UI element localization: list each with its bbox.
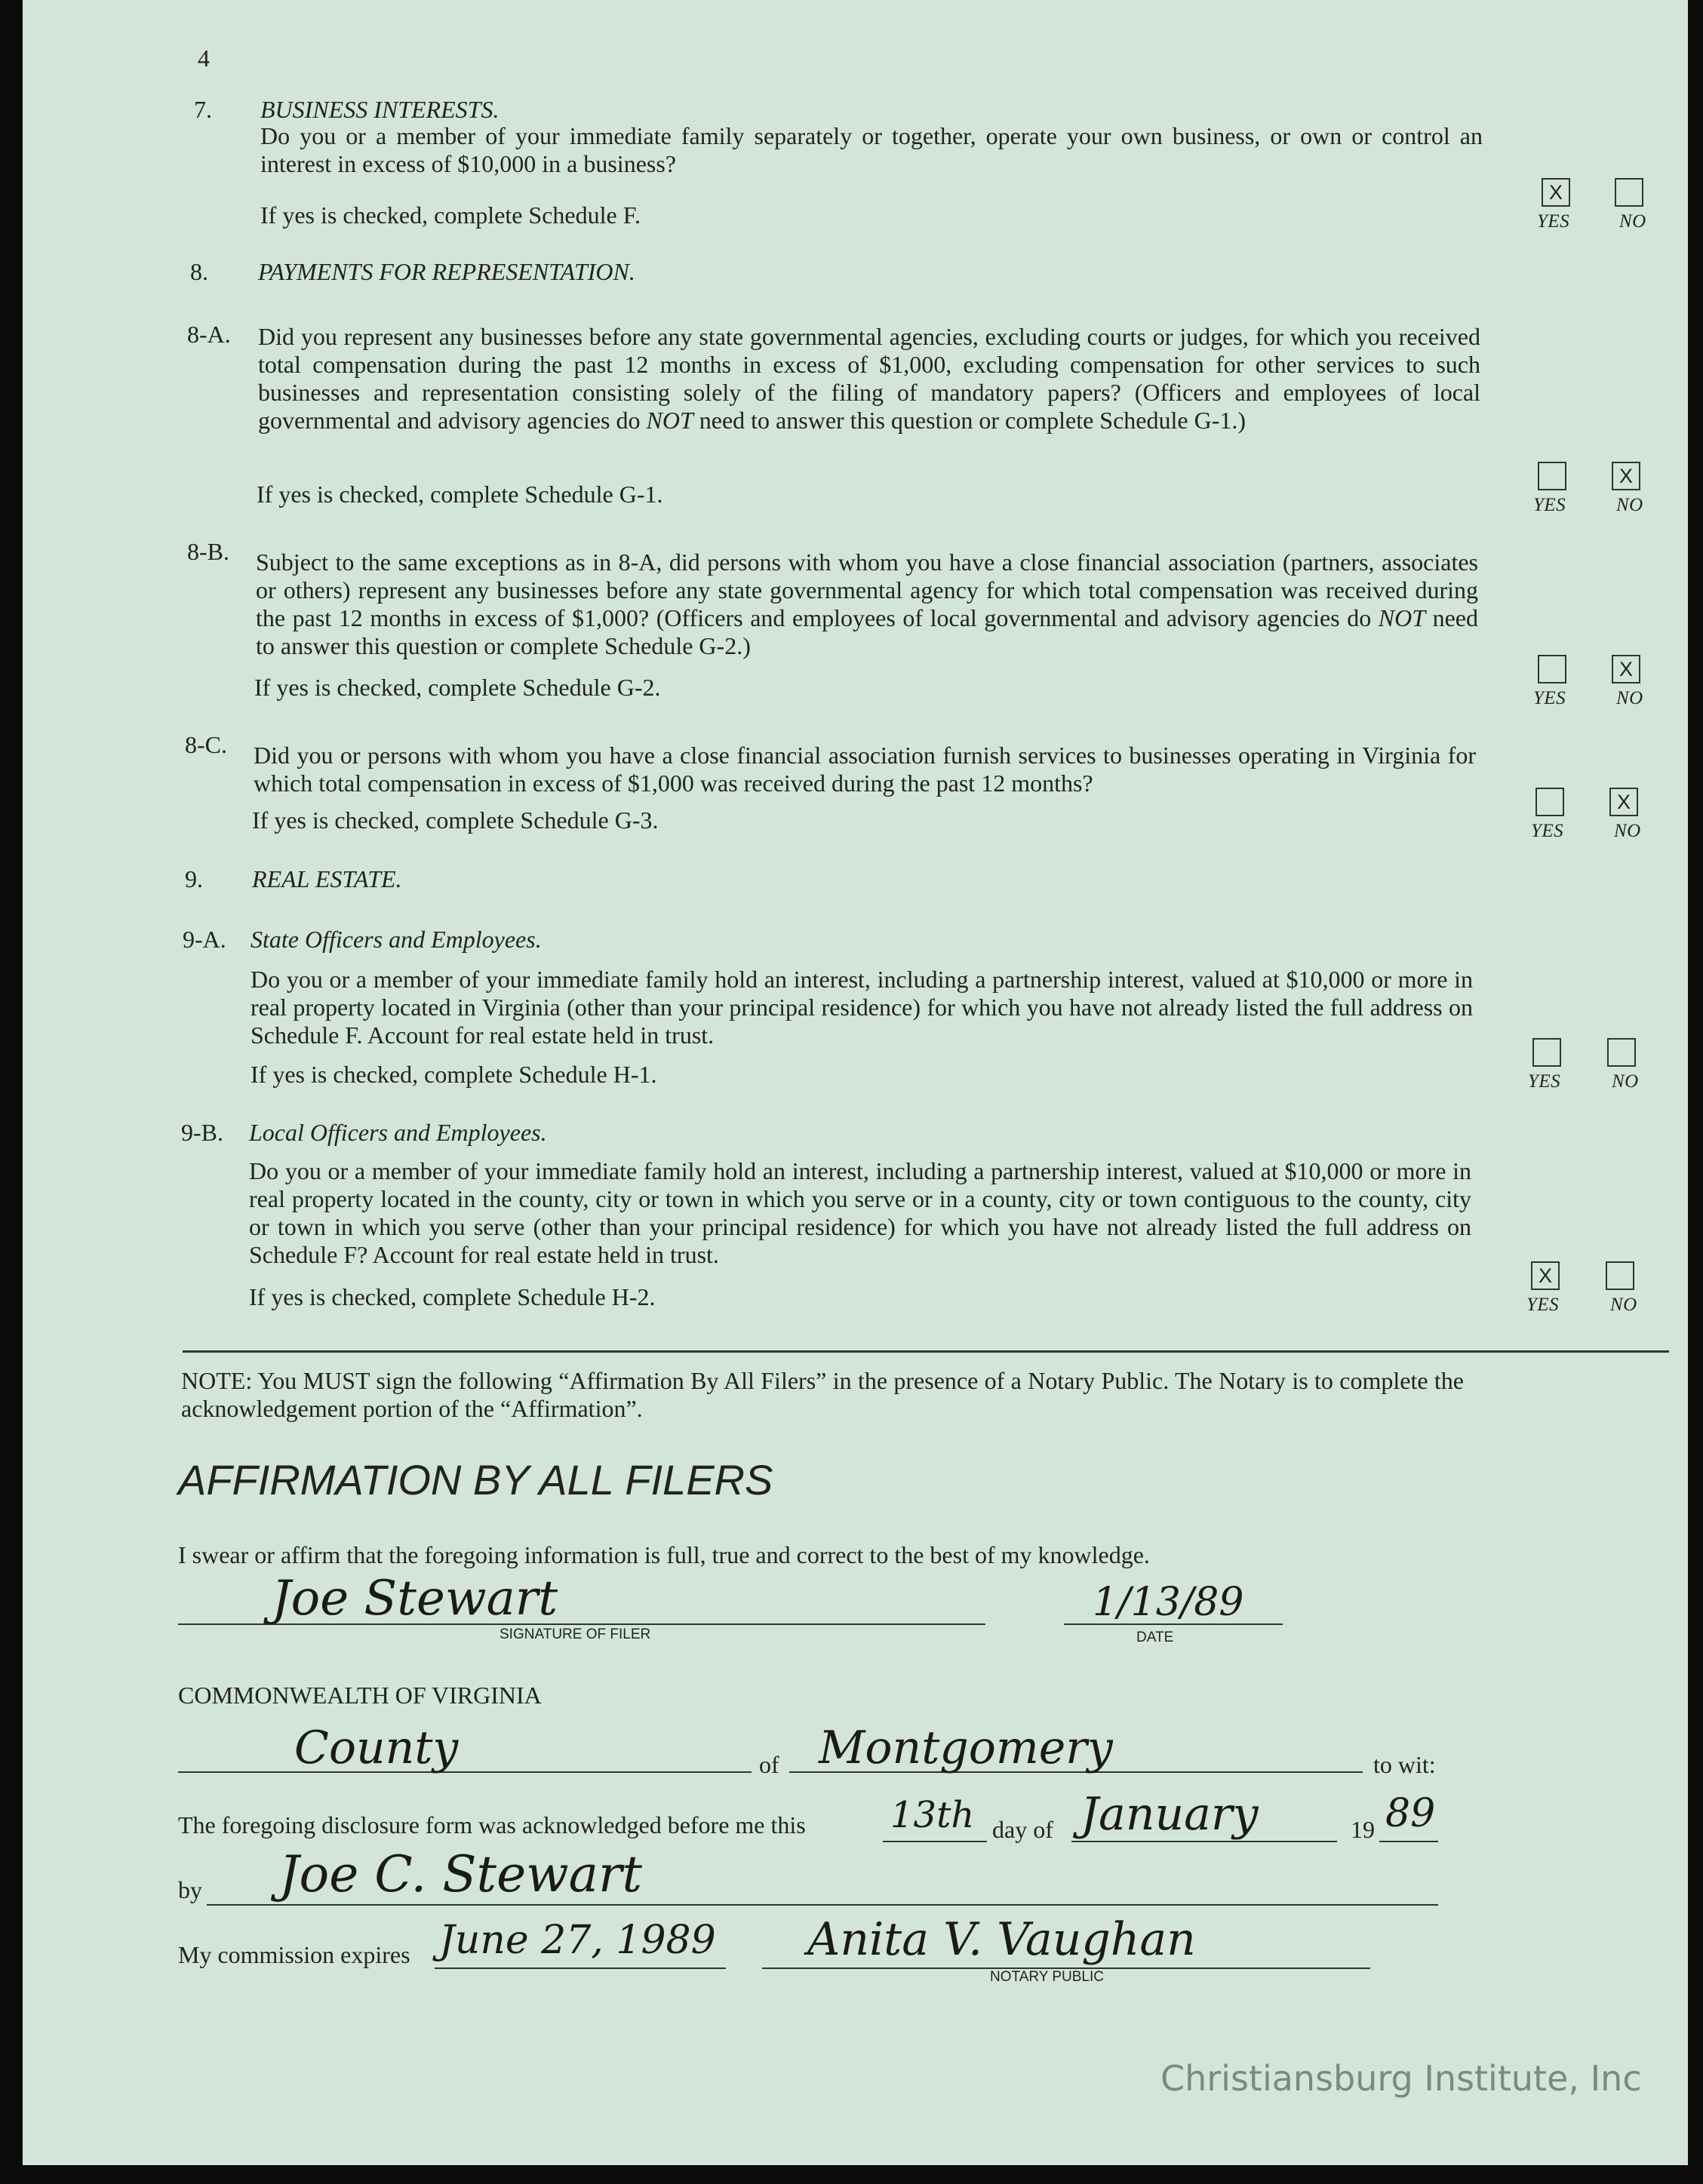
year-value: 89 — [1385, 1791, 1436, 1836]
q8b-no-label: NO — [1616, 688, 1643, 708]
q9b-yes-label: YES — [1526, 1295, 1560, 1315]
filer-signature: Joe Stewart — [272, 1571, 558, 1626]
q8-number: 8. — [190, 258, 208, 285]
form-page — [23, 0, 1688, 2165]
q9b-no-label: NO — [1610, 1295, 1637, 1315]
commission-expiry: June 27, 1989 — [439, 1918, 716, 1963]
q8c-yes-label: YES — [1531, 821, 1564, 841]
q8a-text-emphasis: NOT — [646, 407, 693, 434]
month-line — [1071, 1841, 1337, 1842]
q8c-number: 8-C. — [185, 731, 227, 758]
q9b-instruction: If yes is checked, complete Schedule H-2. — [249, 1283, 656, 1310]
signature-label: SIGNATURE OF FILER — [500, 1626, 651, 1642]
year-line — [1379, 1841, 1438, 1842]
q8b-instruction: If yes is checked, complete Schedule G-2. — [254, 674, 661, 701]
of-label: of — [759, 1751, 779, 1778]
q9a-subtitle: State Officers and Employees. — [251, 926, 542, 953]
affirmation-title: AFFIRMATION BY ALL FILERS — [178, 1456, 773, 1504]
county-value: County — [294, 1722, 459, 1774]
q7-text: Do you or a member of your immediate family separately or together, operate your own business, or own or control an interest in excess of $10,000 in a business? — [260, 122, 1483, 177]
q9a-instruction: If yes is checked, complete Schedule H-1. — [251, 1061, 657, 1088]
q9-number: 9. — [185, 865, 203, 892]
q7-yes-label: YES — [1537, 211, 1570, 232]
notary-note: NOTE: You MUST sign the following “Affirmation By All Filers” in the presence of a Notary Public. The Notary is to complete the acknowledgement portion of the “Affirmation”. — [181, 1367, 1464, 1422]
q8b-yes-label: YES — [1533, 688, 1566, 708]
year-prefix: 19 — [1351, 1816, 1375, 1843]
day-value: 13th — [890, 1794, 975, 1836]
q8b-text-part2: need to answer this question or complete Schedule G-2.) — [256, 604, 1479, 659]
q7-no-label: NO — [1619, 211, 1646, 232]
q7-title: BUSINESS INTERESTS. — [260, 96, 500, 123]
q8b-text — [256, 548, 1478, 660]
q8c-yes-checkbox[interactable] — [1535, 788, 1564, 816]
q8a-no-checkbox[interactable]: X — [1612, 462, 1640, 490]
q8a-text — [258, 323, 1480, 435]
by-label: by — [178, 1876, 202, 1903]
q9a-no-label: NO — [1612, 1071, 1639, 1092]
section-divider — [183, 1350, 1669, 1353]
q7-instruction: If yes is checked, complete Schedule F. — [260, 201, 641, 229]
q9a-yes-label: YES — [1528, 1071, 1561, 1092]
notary-label: NOTARY PUBLIC — [990, 1969, 1104, 1985]
notary-signature: Anita V. Vaughan — [807, 1913, 1196, 1966]
q9a-no-checkbox[interactable] — [1607, 1038, 1636, 1067]
q8c-instruction: If yes is checked, complete Schedule G-3. — [252, 806, 659, 834]
q8b-text-part1: Subject to the same exceptions as in 8-A, did persons with whom you have a close financial association (partners, associates or others) represent any businesses before any state governmental agency for which total compensation was received during the past 12 months in excess of $1,000? (Officers and employees of local governmental and advisory agencies do — [256, 548, 1478, 631]
q9b-text: Do you or a member of your immediate family hold an interest, including a partnership interest, valued at $10,000 or more in real property located in the county, city or town in which you serve or in a county, city or town contiguous to the county, city or town in which you serve (other than your principal residence) for which you have not already listed the full address on Schedule F? Account for real estate held in trust. — [249, 1157, 1471, 1268]
acknowledged-by: Joe C. Stewart — [279, 1845, 643, 1903]
q8a-instruction: If yes is checked, complete Schedule G-1. — [257, 481, 663, 508]
q9a-number: 9-A. — [183, 926, 226, 953]
commission-label: My commission expires — [178, 1941, 410, 1968]
locality-value: Montgomery — [819, 1722, 1113, 1774]
county-line — [178, 1771, 752, 1773]
day-of-label: day of — [992, 1816, 1053, 1843]
watermark: Christiansburg Institute, Inc — [1160, 2058, 1642, 2099]
to-wit-label: to wit: — [1373, 1751, 1436, 1778]
q9-title: REAL ESTATE. — [252, 865, 402, 892]
q8c-text: Did you or persons with whom you have a close financial association furnish services to businesses operating in Virginia for which total compensation in excess of $1,000 was received during the past 12 months? — [254, 742, 1476, 797]
q9a-yes-checkbox[interactable] — [1532, 1038, 1561, 1067]
date-label: DATE — [1136, 1630, 1174, 1645]
q9b-no-checkbox[interactable] — [1606, 1261, 1634, 1290]
q8b-text-emphasis: NOT — [1378, 604, 1426, 631]
q8a-text-part2: need to answer this question or complete Schedule G-1.) — [693, 407, 1246, 434]
q8a-text-part1: Did you represent any businesses before any state governmental agencies, excluding courts or judges, for which you received total compensation during the past 12 months in excess of $1,000, excluding compensation for other services to such businesses and representation consisting solely of the filing of mandatory papers? (Officers and employees of local governmental and advisory agencies do — [258, 323, 1480, 434]
page-number: 4 — [198, 45, 210, 72]
commission-line — [435, 1967, 726, 1969]
q9a-text: Do you or a member of your immediate family hold an interest, including a partnership interest, valued at $10,000 or more in real property located in Virginia (other than your principal residence) for which you have not already listed the full address on Schedule F. Account for real estate held in trust. — [251, 966, 1473, 1049]
q8a-no-label: NO — [1616, 495, 1643, 515]
q8a-yes-label: YES — [1533, 495, 1566, 515]
q8b-no-checkbox[interactable]: X — [1612, 655, 1640, 683]
q8b-number: 8-B. — [187, 538, 229, 565]
q9b-subtitle: Local Officers and Employees. — [249, 1119, 547, 1146]
q8-title: PAYMENTS FOR REPRESENTATION. — [258, 258, 635, 285]
filer-date: 1/13/89 — [1093, 1580, 1244, 1625]
q8b-yes-checkbox[interactable] — [1538, 655, 1566, 683]
commonwealth-heading: COMMONWEALTH OF VIRGINIA — [178, 1682, 542, 1709]
q8a-yes-checkbox[interactable] — [1538, 462, 1566, 490]
month-value: January — [1081, 1788, 1259, 1841]
q8c-no-checkbox[interactable]: X — [1609, 788, 1638, 816]
q7-yes-checkbox[interactable]: X — [1542, 178, 1570, 207]
q7-number: 7. — [194, 96, 212, 123]
day-line — [883, 1841, 987, 1842]
q8c-no-label: NO — [1614, 821, 1641, 841]
affirmation-oath: I swear or affirm that the foregoing information is full, true and correct to the best of my knowledge. — [178, 1541, 1150, 1568]
q9b-yes-checkbox[interactable]: X — [1531, 1261, 1560, 1290]
q7-no-checkbox[interactable] — [1615, 178, 1643, 207]
by-line — [207, 1904, 1438, 1906]
q8a-number: 8-A. — [187, 321, 231, 348]
acknowledgement-text: The foregoing disclosure form was acknowledged before me this — [178, 1811, 806, 1838]
q9b-number: 9-B. — [181, 1119, 223, 1146]
